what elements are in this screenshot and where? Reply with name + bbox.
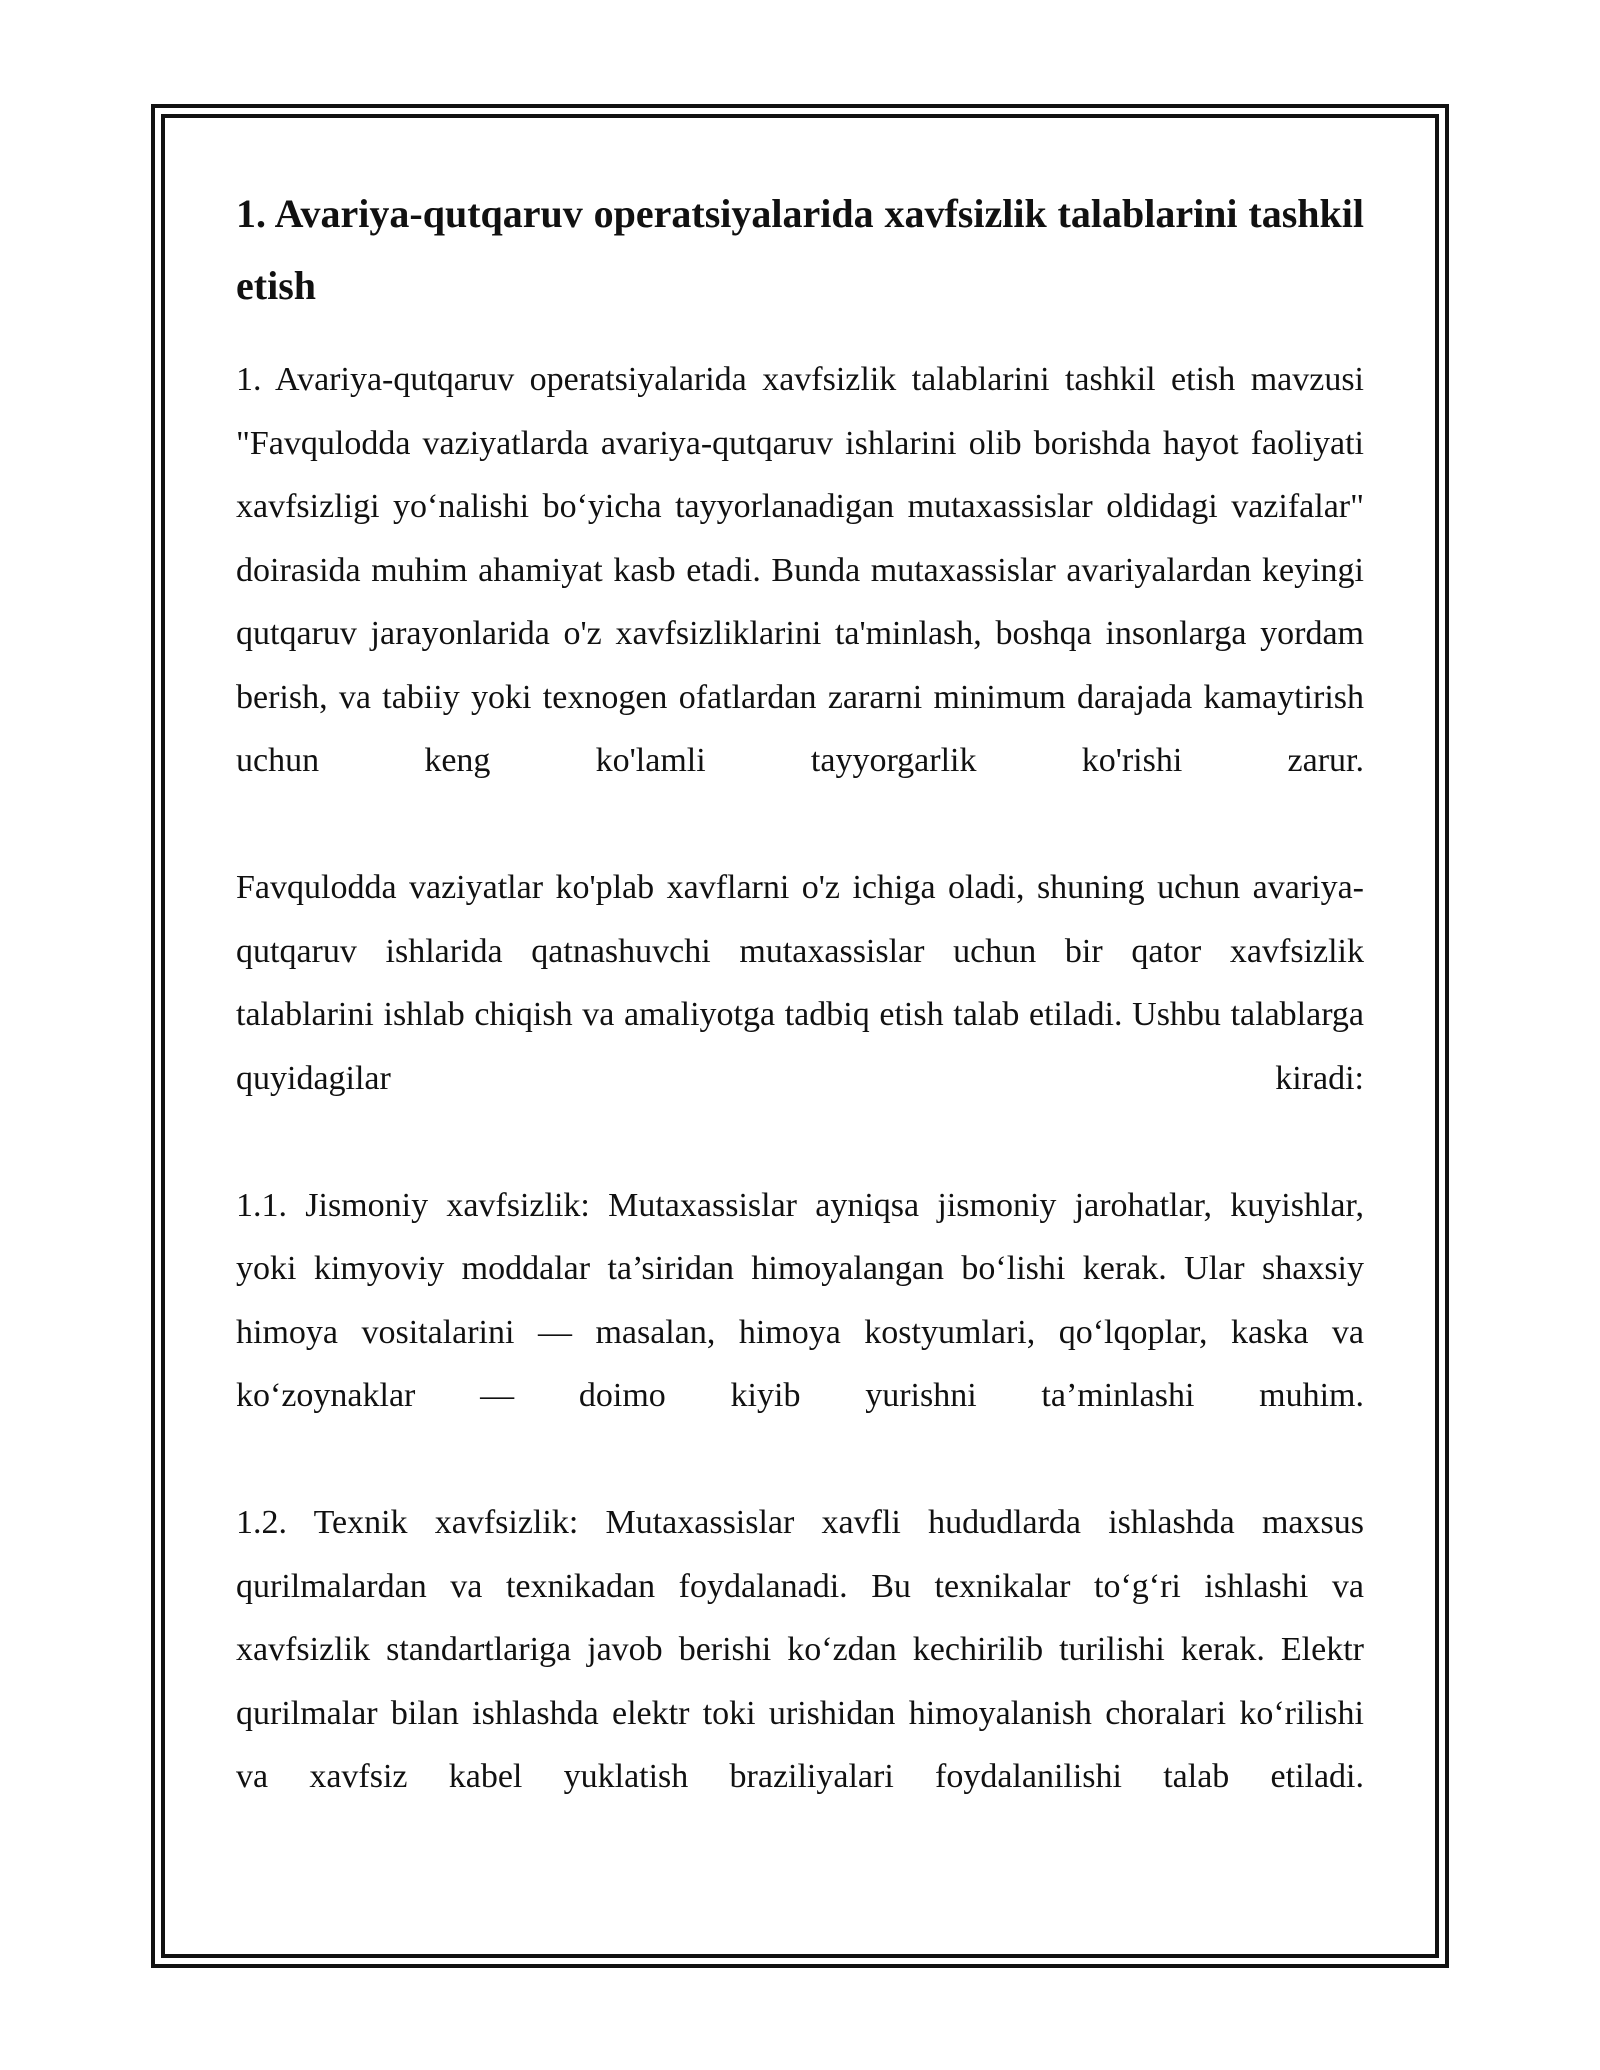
paragraph-gap xyxy=(236,1110,1364,1174)
document-body xyxy=(236,178,1364,1809)
paragraph-gap xyxy=(236,1428,1364,1492)
paragraph-requirements: Favqulodda vaziyatlar ko'plab xavflarni o'z ichiga oladi, shuning uchun avariya-qutqaruv ishlarida qatnashuvchi mutaxassislar uchun bir qator xavfsizlik talablarini ishlab chiqish va amaliyotga tadbiq etish talab etiladi. Ushbu talablarga quyidagilar kiradi: xyxy=(236,869,1364,1097)
paragraph-gap xyxy=(236,793,1364,857)
section-heading: 1. Avariya-qutqaruv operatsiyalarida xavfsizlik talablarini tashkil etish xyxy=(236,191,1364,308)
paragraph-technical-safety: 1.2. Texnik xavfsizlik: Mutaxassislar xavfli hududlarda ishlashda maxsus qurilmalardan va texnikadan foydalanadi. Bu texnikalar to‘g‘ri ishlashi va xavfsizlik standartlariga javob berishi ko‘zdan kechirilib turilishi kerak. Elektr qurilmalar bilan ishlashda elektr toki urishidan himoyalanish choralari ko‘rilishi va xavfsiz kabel yuklatish braziliyalari foydalanilishi talab etiladi. xyxy=(236,1504,1364,1795)
paragraph-physical-safety: 1.1. Jismoniy xavfsizlik: Mutaxassislar ayniqsa jismoniy jarohatlar, kuyishlar, yoki kimyoviy moddalar ta’siridan himoyalangan bo‘lishi kerak. Ular shaxsiy himoya vositalarini — masalan, himoya kostyumlari, qo‘lqoplar, kaska va ko‘zoynaklar — doimo kiyib yurishni ta’minlashi muhim. xyxy=(236,1186,1364,1414)
paragraph-intro: 1. Avariya-qutqaruv operatsiyalarida xavfsizlik talablarini tashkil etish mavzusi "Favqulodda vaziyatlarda avariya-qutqaruv ishlarini olib borishda hayot faoliyati xavfsizligi yo‘nalishi bo‘yicha tayyorlanadigan mutaxassislar oldidagi vazifalar" doirasida muhim ahamiyat kasb etadi. Bunda mutaxassislar avariyalardan keyingi qutqaruv jarayonlarida o'z xavfsizliklarini ta'minlash, boshqa insonlarga yordam berish, va tabiiy yoki texnogen ofatlardan zararni minimum darajada kamaytirish uchun keng ko'lamli tayyorgarlik ko'rishi zarur. xyxy=(236,361,1364,779)
